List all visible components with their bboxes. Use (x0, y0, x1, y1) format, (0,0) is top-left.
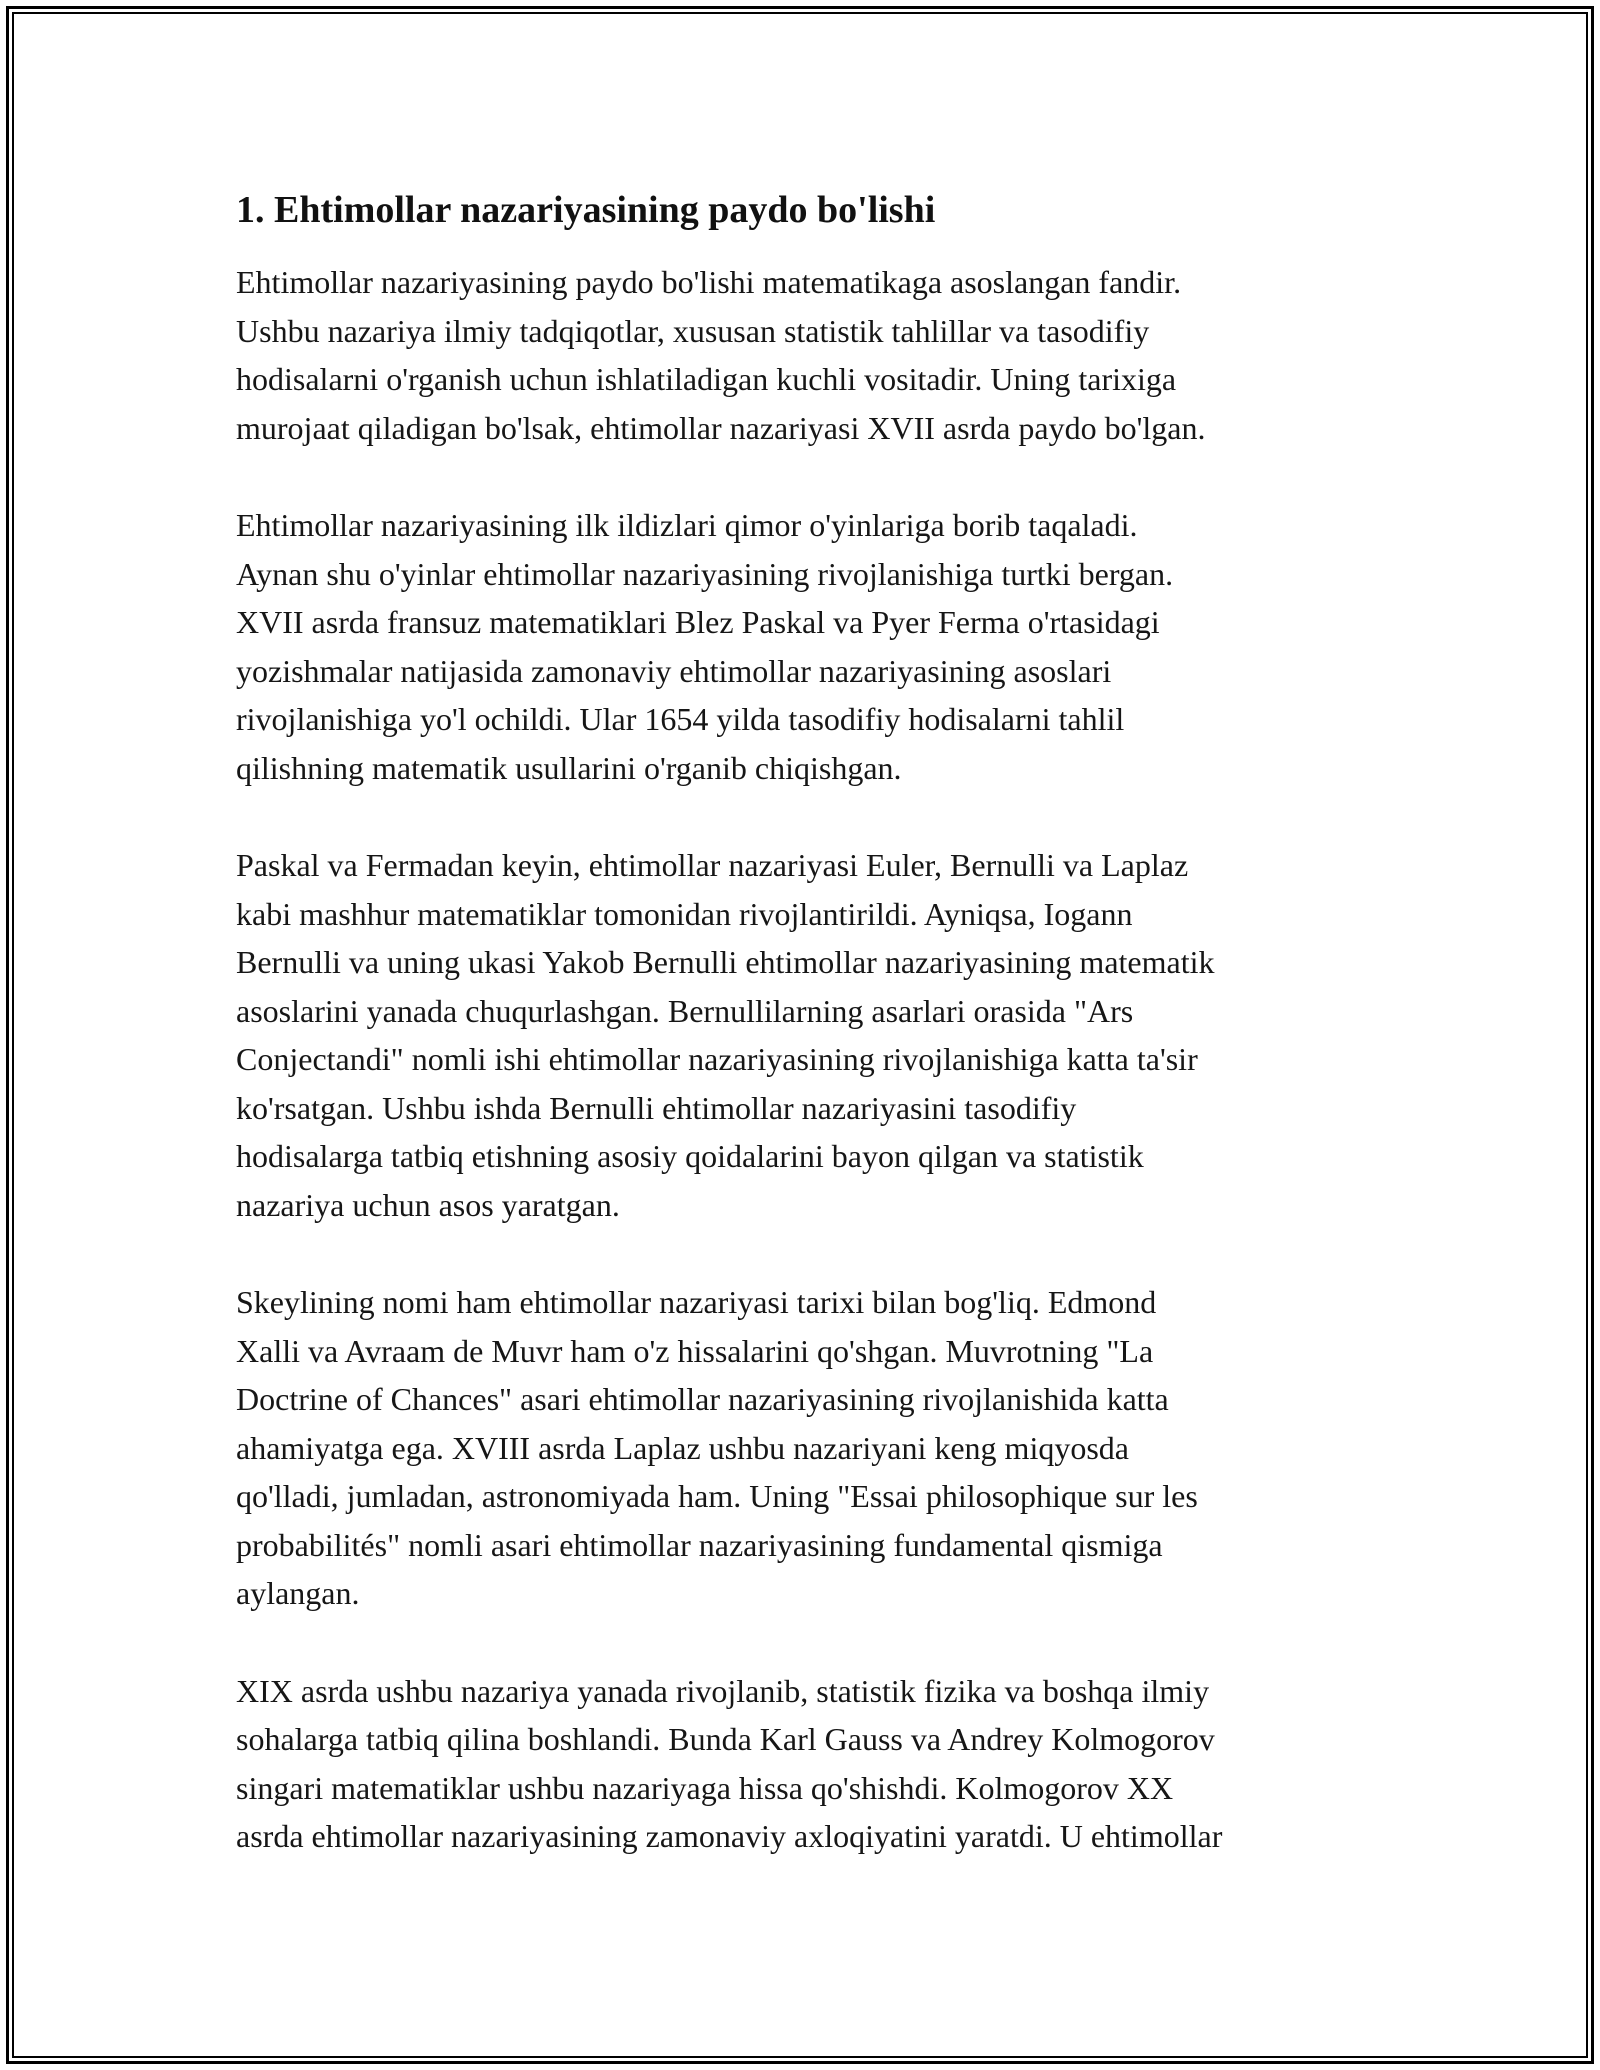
paragraph-1 (236, 258, 1376, 452)
paragraph-line: Skeylining nomi ham ehtimollar nazariyasi tarixi bilan bog'liq. Edmond (236, 1284, 1157, 1320)
paragraph-2 (236, 501, 1376, 792)
paragraph-line: Xalli va Avraam de Muvr ham o'z hissalarini qo'shgan. Muvrotning "La (236, 1332, 1154, 1369)
section-heading: 1. Ehtimollar nazariyasining paydo bo'lishi (236, 189, 936, 231)
paragraph-line: Paskal va Fermadan keyin, ehtimollar nazariyasi Euler, Bernulli va Laplaz (236, 847, 1189, 883)
paragraph-line: aylangan. (236, 1575, 360, 1611)
paragraph-line: ko'rsatgan. Ushbu ishda Bernulli ehtimollar nazariyasini tasodifiy (236, 1089, 1077, 1126)
paragraph-line: hodisalarga tatbiq etishning asosiy qoidalarini bayon qilgan va statistik (236, 1138, 1144, 1174)
paragraph-line: qo'lladi, jumladan, astronomiyada ham. Uning "Essai philosophique sur les (236, 1478, 1198, 1514)
paragraph-line: qilishning matematik usullarini o'rganib chiqishgan. (236, 749, 902, 786)
paragraph-line: singari matematiklar ushbu nazariyaga hissa qo'shishdi. Kolmogorov XX (236, 1769, 1174, 1806)
paragraph-line: Ushbu nazariya ilmiy tadqiqotlar, xususan statistik tahlillar va tasodifiy (236, 312, 1150, 349)
paragraph-line: asoslarini yanada chuqurlashgan. Bernullilarning asarlari orasida "Ars (236, 992, 1134, 1029)
paragraph-line: asrda ehtimollar nazariyasining zamonaviy axloqiyatini yaratdi. U ehtimollar (236, 1818, 1223, 1854)
paragraph-line: rivojlanishiga yo'l ochildi. Ular 1654 yilda tasodifiy hodisalarni tahlil (236, 701, 1125, 737)
paragraph-line: XVII asrda fransuz matematiklari Blez Paskal va Pyer Ferma o'rtasidagi (236, 604, 1160, 640)
paragraph-5 (236, 1667, 1376, 1861)
paragraph-line: murojaat qiladigan bo'lsak, ehtimollar nazariyasi XVII asrda paydo bo'lgan. (236, 409, 1206, 446)
paragraph-line: sohalarga tatbiq qilina boshlandi. Bunda Karl Gauss va Andrey Kolmogorov (236, 1721, 1215, 1757)
document-body (236, 186, 1376, 1910)
paragraph-line: nazariya uchun asos yaratgan. (236, 1186, 620, 1223)
paragraph-line: probabilités" nomli asari ehtimollar nazariyasining fundamental qismiga (236, 1526, 1163, 1563)
paragraph-4 (236, 1278, 1376, 1618)
paragraph-line: Aynan shu o'yinlar ehtimollar nazariyasining rivojlanishiga turtki bergan. (236, 555, 1174, 592)
paragraph-line: yozishmalar natijasida zamonaviy ehtimollar nazariyasining asoslari (236, 652, 1112, 689)
paragraph-line: ahamiyatga ega. XVIII asrda Laplaz ushbu nazariyani keng miqyosda (236, 1429, 1129, 1466)
paragraph-line: hodisalarni o'rganish uchun ishlatiladigan kuchli vositadir. Uning tarixiga (236, 361, 1177, 397)
paragraph-line: Conjectandi" nomli ishi ehtimollar nazariyasining rivojlanishiga katta ta'sir (236, 1041, 1198, 1077)
paragraph-line: Bernulli va uning ukasi Yakob Bernulli ehtimollar nazariyasining matematik (236, 944, 1215, 980)
paragraph-line: Ehtimollar nazariyasining paydo bo'lishi matematikaga asoslangan fandir. (236, 264, 1182, 300)
paragraph-line: XIX asrda ushbu nazariya yanada rivojlanib, statistik fizika va boshqa ilmiy (236, 1672, 1210, 1709)
paragraph-line: kabi mashhur matematiklar tomonidan rivojlantirildi. Ayniqsa, Iogann (236, 895, 1133, 932)
paragraph-3 (236, 841, 1376, 1229)
paragraph-line: Ehtimollar nazariyasining ilk ildizlari qimor o'yinlariga borib taqaladi. (236, 507, 1138, 543)
paragraph-line: Doctrine of Chances" asari ehtimollar nazariyasining rivojlanishida katta (236, 1381, 1169, 1417)
